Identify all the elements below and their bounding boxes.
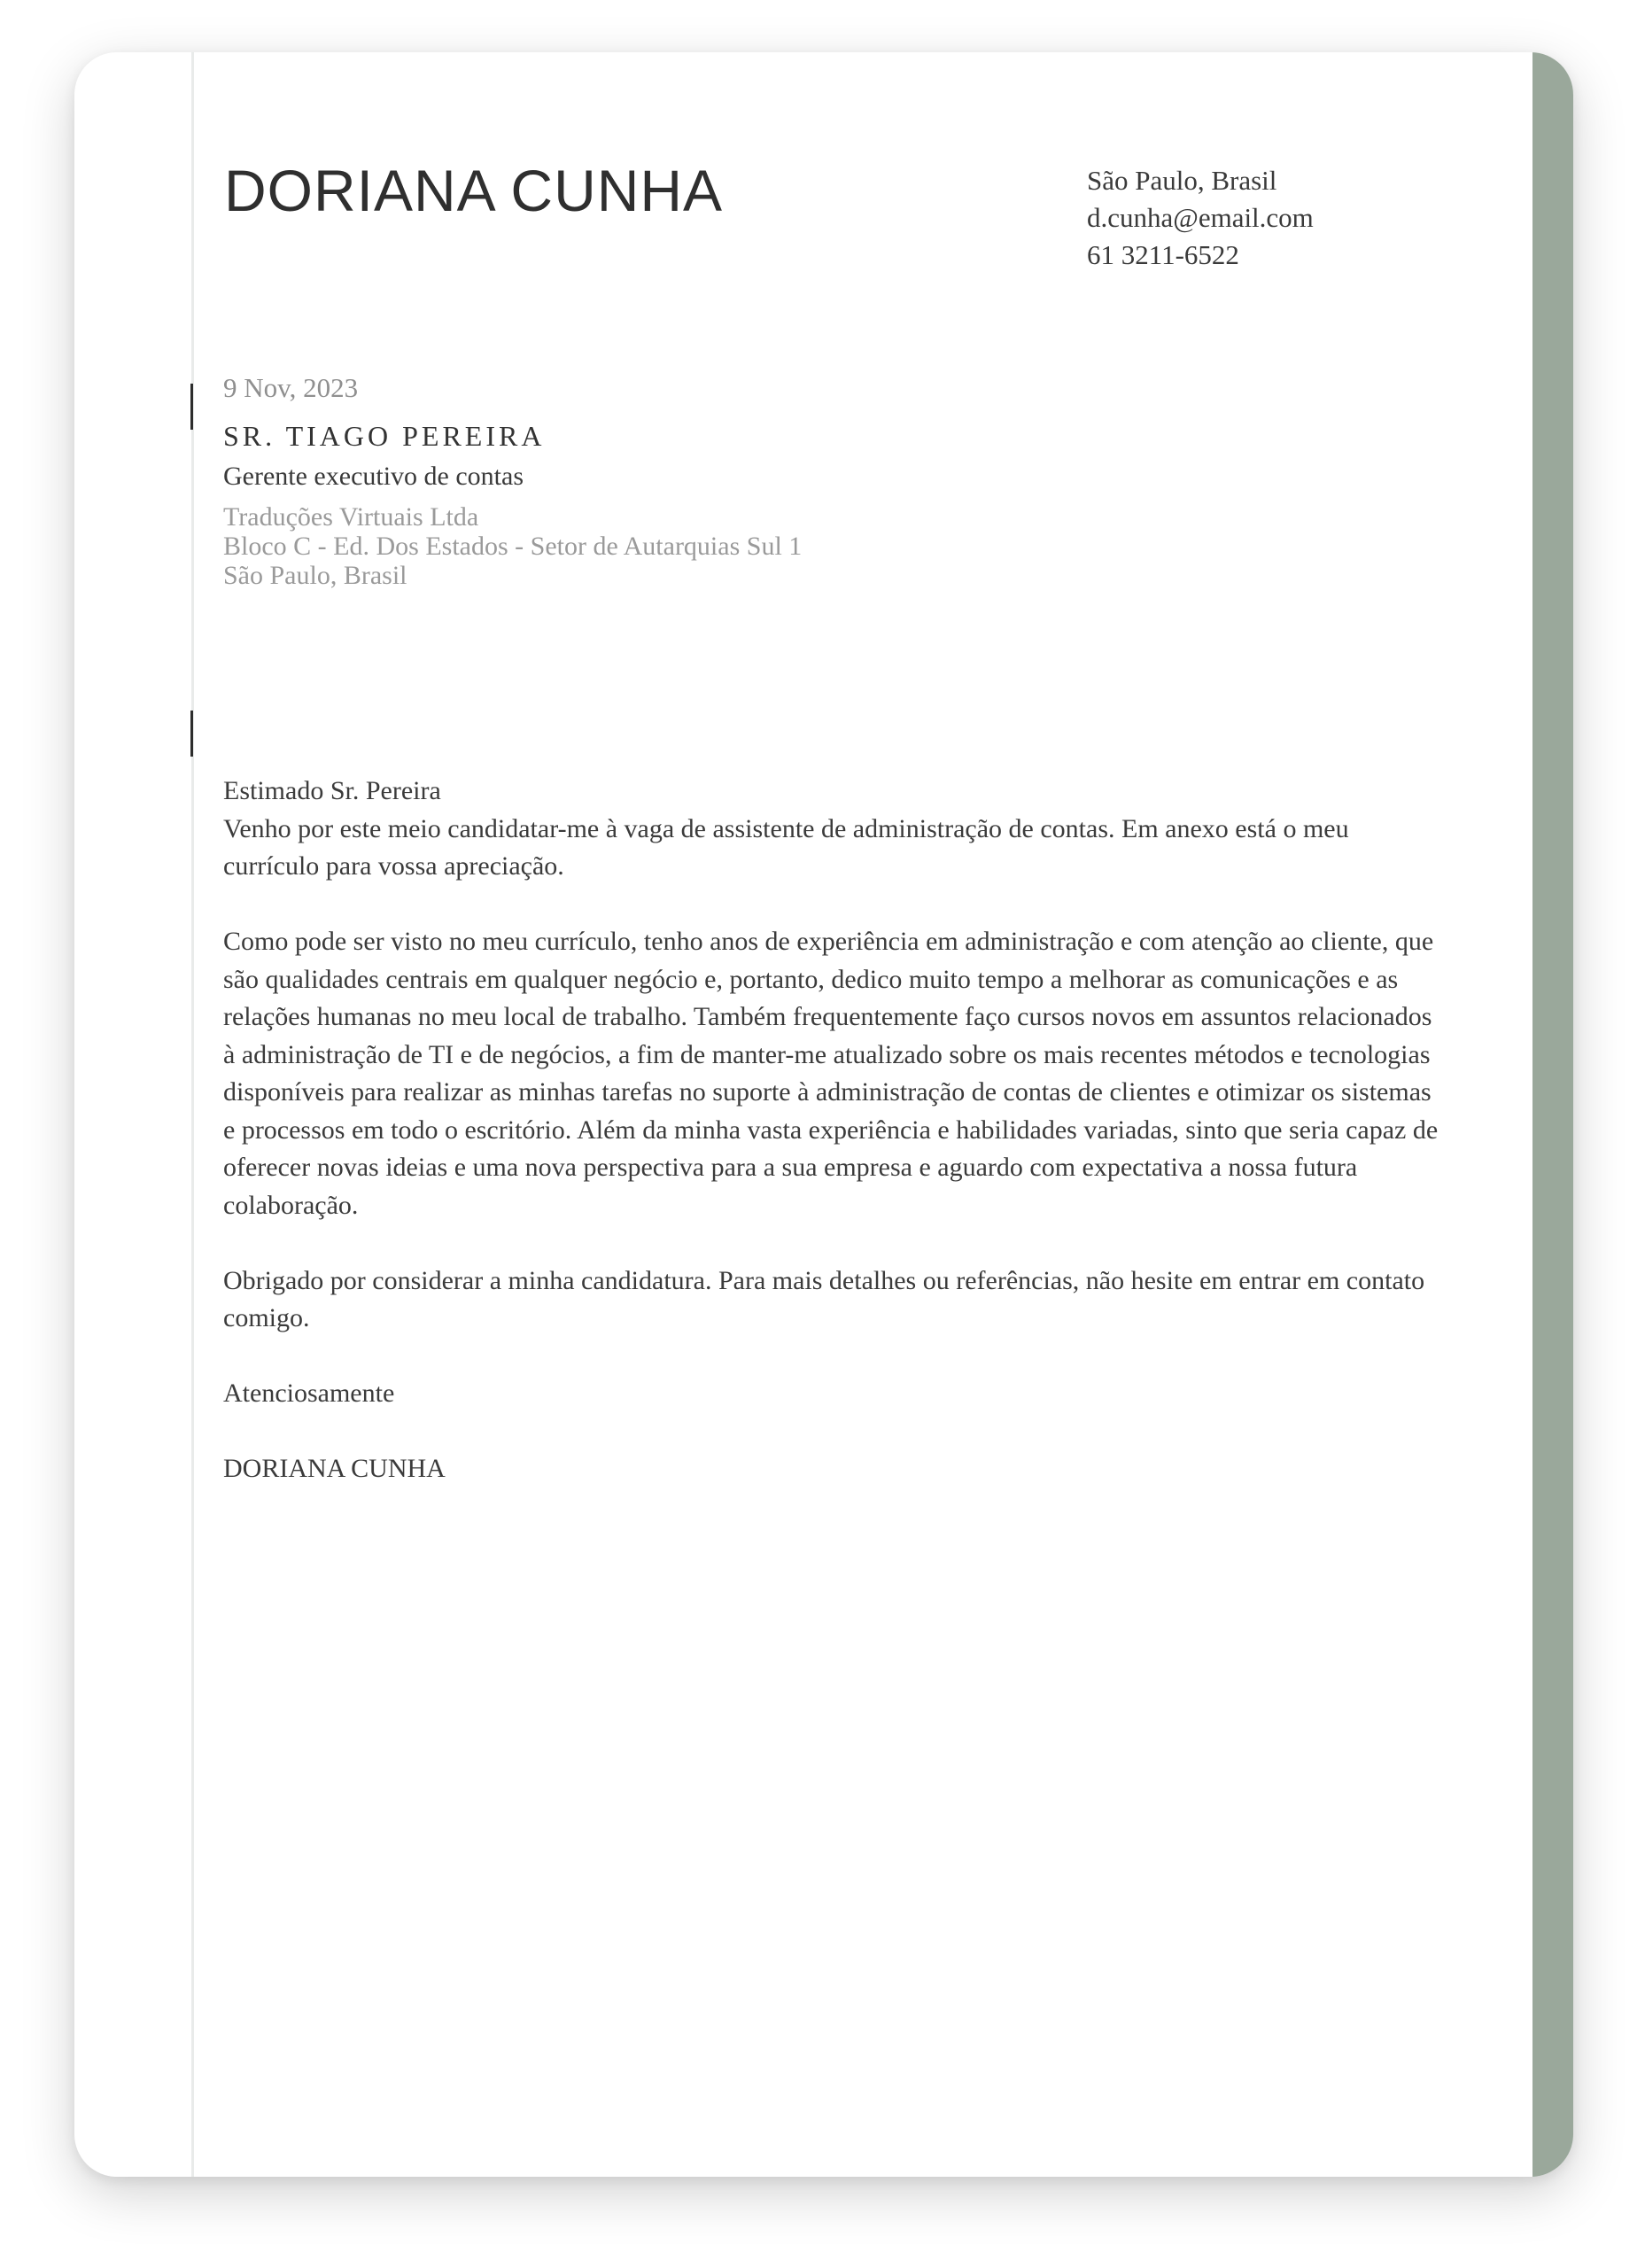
sender-phone: 61 3211-6522 [1087, 239, 1239, 270]
letter-signature: DORIANA CUNHA [223, 1454, 446, 1483]
section-marker-recipient [190, 384, 193, 430]
sender-location: São Paulo, Brasil [1087, 165, 1277, 196]
letter-paragraph-3: Obrigado por considerar a minha candidatura. Para mais detalhes ou referências, não hesite em entrar em contato comigo. [223, 1265, 1425, 1332]
sender-email: d.cunha@email.com [1087, 202, 1314, 233]
section-marker-body [190, 711, 193, 757]
letter-salutation: Estimado Sr. Pereira [223, 776, 441, 805]
letter-body [223, 773, 1446, 1488]
letter-paragraph-1: Venho por este meio candidatar-me à vaga de assistente de administração de contas. Em anexo está o meu currículo para vossa apreciação. [223, 813, 1349, 881]
accent-bar [1532, 52, 1573, 2177]
letter-paragraph-2: Como pode ser visto no meu currículo, tenho anos de experiência em administração e com atenção ao cliente, que são qualidades centrais em qualquer negócio e, portanto, dedico muito tempo a melhorar as comunicações e as relações humanas no meu local de trabalho. Também frequentemente faço cursos novos em assuntos relacionados à administração de TI e de negócios, a fim de manter-me atualizado sobre os mais recentes métodos e tecnologias disponíveis para realizar as minhas tarefas no suporte à administração de contas de clientes e otimizar os sistemas e processos em todo o escritório. Além da minha vasta experiência e habilidades variadas, sinto que seria capaz de oferecer novas ideias e uma nova perspectiva para a sua empresa e aguardo com expectativa a nossa futura colaboração. [223, 927, 1439, 1220]
margin-rule [191, 52, 194, 2177]
recipient-company: Traduções Virtuais Ltda [223, 502, 479, 532]
letter-page [74, 52, 1573, 2177]
letter-closing: Atenciosamente [223, 1379, 395, 1408]
sender-name: DORIANA CUNHA [224, 158, 724, 223]
recipient-title: Gerente executivo de contas [223, 462, 524, 491]
recipient-address-line: Bloco C - Ed. Dos Estados - Setor de Autarquias Sul 1 [223, 532, 803, 561]
recipient-address [223, 502, 802, 590]
letter-date: 9 Nov, 2023 [223, 372, 359, 403]
recipient-name: SR. TIAGO PEREIRA [223, 420, 546, 452]
sender-contact [1087, 162, 1314, 274]
recipient-city: São Paulo, Brasil [223, 561, 407, 590]
